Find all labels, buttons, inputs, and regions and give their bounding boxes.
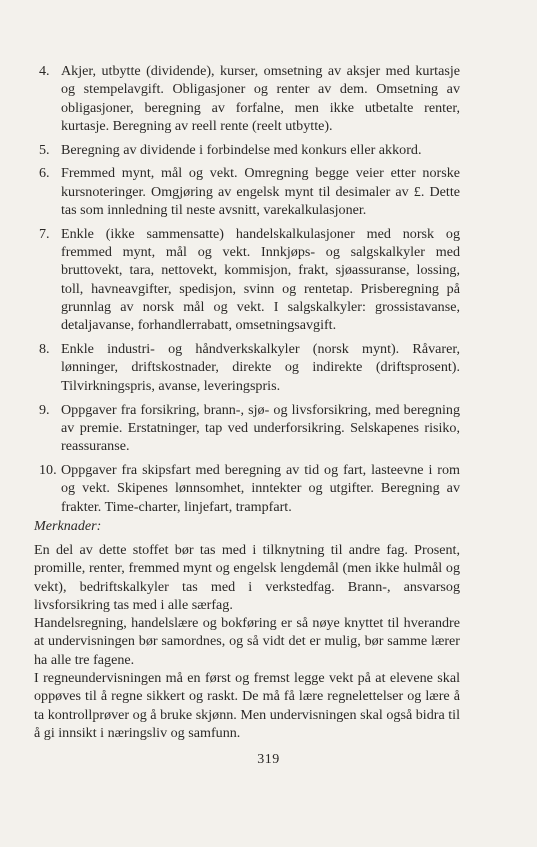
list-item-text: Enkle industri- og håndverkskalkyler (norsk mynt). Råvarer, lønninger, driftskostnader, direkte og indirekte (driftsprosent). Tilvirkningspris, avanse, leveringspris. [61, 341, 460, 394]
list-item-number [40, 141, 61, 159]
list-item [40, 461, 460, 516]
list-item-text: Enkle (ikke sammensatte) handelskalkulasjoner med norsk og fremmed mynt, mål og vekt. Innkjøps- og salgskalkyler med bruttovekt, tara, nettovekt, kommisjon, frakt, sjøassuranse, lossing, toll, havneavgifter, spedisjon, svinn og rentetap. Prisberegning på grunnlag av norsk mål og vekt. I salgskalkyler: grossistavanse, detaljavanse, forhandlerrabatt, omsetningsavgift. [61, 225, 460, 334]
list-item-text: Oppgaver fra forsikring, brann-, sjø- og livsforsikring, med beregning av premie. Erstatninger, tap ved underforsikring. Selskapenes risiko, reassuranse. [61, 401, 460, 455]
list-item-number [40, 461, 61, 479]
list-item-number [40, 62, 61, 80]
notes-paragraph: Handelsregning, handelslære og bokføring er så nøye knyttet til hverandre at undervisningen bør samordnes, og så vidt det er mulig, bør samme lærer ha alle tre fagene. [34, 615, 460, 668]
list-item-number [40, 340, 61, 358]
notes-paragraph: En del av dette stoffet bør tas med i tilknytning til andre fag. Prosent, promille, renter, fremmed mynt og engelsk lengdemål (men ikke hulmål og vekt), bedriftskalkyler tas med i verkstedfag. Brann-, ansvarsog livsforsikring tas med i alle særfag. [34, 542, 460, 613]
notes-body [34, 541, 460, 742]
list-item [40, 62, 460, 135]
list-item-number-text: 4. [39, 63, 50, 79]
list-item-number-text: 6. [39, 165, 50, 182]
notes-heading: Merknader: [34, 518, 102, 534]
list-item-number [40, 225, 61, 243]
list-item-number-text: 5. [39, 141, 50, 158]
list-item [40, 141, 460, 159]
list-item [40, 164, 460, 219]
page-number: 319 [257, 752, 280, 767]
list-item-text: Beregning av dividende i forbindelse med konkurs eller akkord. [61, 141, 422, 158]
list-item [40, 340, 460, 395]
list-item-number-text: 8. [39, 341, 50, 358]
list-item-number [40, 401, 61, 419]
list-item-number-text: 7. [39, 225, 50, 242]
list-item-text: Akjer, utbytte (dividende), kurser, omsetning av aksjer med kurtasje og stempelavgift. Obligasjoner og renter av dem. Omsetning av obligasjoner, beregning av forfalne, men ikke utbetalte renter, kurtasje. Beregning av reell rente (reelt utbytte). [61, 63, 460, 134]
list-item-number-text: 10. [39, 461, 57, 478]
list-item [40, 401, 460, 456]
notes-paragraph: I regneundervisningen må en først og fremst legge vekt på at elevene skal oppøves til å regne sikkert og raskt. De må få lære regnelettelser og lære å ta kontrollprøver og å bruke skjønn. Men undervisningen skal også bidra til å gi innsikt i næringsliv og samfunn. [34, 670, 460, 741]
list-item-number [40, 164, 61, 182]
list-item-number-text: 9. [39, 401, 50, 418]
numbered-list [40, 62, 460, 521]
list-item [40, 225, 460, 335]
list-item-text: Oppgaver fra skipsfart med beregning av tid og fart, lasteevne i rom og vekt. Skipenes lønnsomhet, inntekter og utgifter. Beregning av frakter. Time-charter, linjefart, trampfart. [61, 461, 460, 515]
list-item-text: Fremmed mynt, mål og vekt. Omregning begge veier etter norske kursnoteringer. Omgjøring av engelsk mynt til desimaler av £. Dette tas som innledning til neste avsnitt, varekalkulasjoner. [61, 165, 460, 219]
